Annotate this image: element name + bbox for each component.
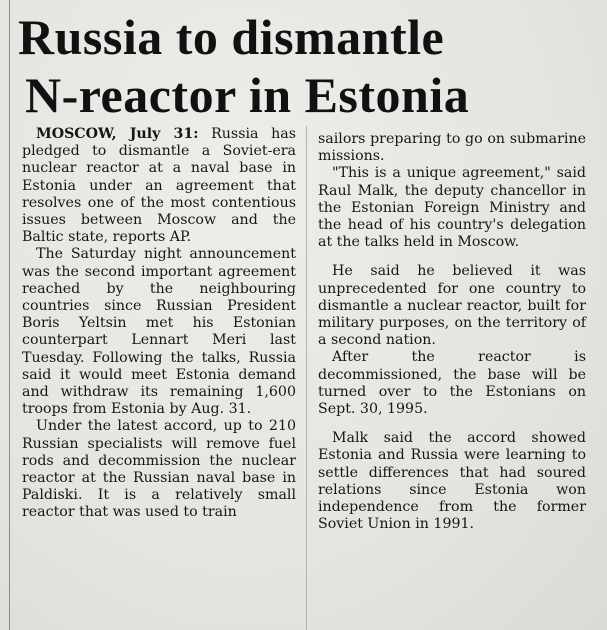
headline-line-2: N-reactor in Estonia <box>25 67 470 123</box>
paragraph: Malk said the accord showed Estonia and Russia were learning to settle differences that had soured relations since Estonia won independence from the former Soviet Union in 1991. <box>318 430 586 533</box>
paragraph: After the reactor is decommissioned, the base will be turned over to the Estonians on Sept. 30, 1995. <box>318 349 586 418</box>
paragraph: The Saturday night announcement was the second important agreement reached by the neighbouring countries since Russian President Boris Yeltsin met his Estonian counterpart Lennart Meri last Tuesday. Following the talks, Russia said it would meet Estonia demand and withdraw its remaining 1,600 troops from Estonia by Aug. 31. <box>22 246 296 418</box>
article-column-right <box>318 131 586 533</box>
column-rule <box>9 0 10 630</box>
column-divider <box>306 126 307 630</box>
paragraph: "This is a unique agreement," said Raul Malk, the deputy chancellor in the Estonian Foreign Ministry and the head of his country's delegation at the talks held in Moscow. <box>318 165 586 251</box>
headline-line-1: Russia to dismantle <box>18 9 445 65</box>
paragraph-text: Russia has pledged to dismantle a Soviet-era nuclear reactor at a naval base in Estonia under an agreement that resolves one of the most contentious issues between Moscow and the Baltic state, reports AP. <box>22 126 296 246</box>
dateline: MOSCOW, July 31: <box>36 126 199 142</box>
article-column-left <box>22 126 296 522</box>
paragraph: Under the latest accord, up to 210 Russian specialists will remove fuel rods and decommission the nuclear reactor at the Russian naval base in Paldiski. It is a relatively small reactor that was used to train <box>22 418 296 521</box>
paragraph <box>22 126 296 246</box>
paragraph: He said he believed it was unprecedented for one country to dismantle a nuclear reactor, built for military purposes, on the territory of a second nation. <box>318 263 586 349</box>
paragraph: sailors preparing to go on submarine missions. <box>318 131 586 165</box>
headline <box>14 8 604 124</box>
